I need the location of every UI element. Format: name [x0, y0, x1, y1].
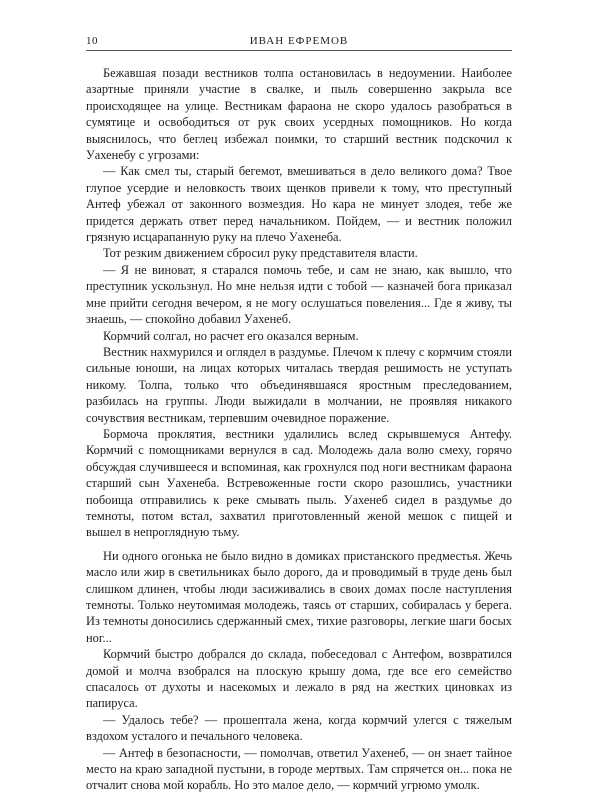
- page-header: [86, 34, 512, 51]
- paragraph: Вестник нахмурился и оглядел в раздумье. Плечом к плечу с кормчим стояли сильные юноши, на лицах которых читалась твердая решимость не уступать никому. Толпа, только что объединявшаяся яростным преследованием, разбилась на группы. Люди выжидали в молчании, не проявляя никакого сочувствия вестникам, терпевшим очевидное поражение.: [86, 344, 512, 425]
- paragraph: Кормчий быстро добрался до склада, побеседовал с Антефом, возвратился домой и молча взобрался на плоскую крышу дома, где все его семейство спасалось от духоты и насекомых и лежало в ряд на жестких циновках из папируса.: [86, 647, 512, 711]
- paragraph: Бормоча проклятия, вестники удалились вслед скрывшемуся Антефу. Кормчий с помощниками вернулся в сад. Молодежь дала волю смеху, горячо обсуждая случившееся и вспоминая, как грохнулся под ноги вестникам фараона старший сын Уахенеба. Встревоженные гости скоро разошлись, участники побоища отправились к реке смывать пыль. Уахенеб сидел в раздумье до темноты, потом встал, захватил приготовленный женой мешок с пищей и вышел в непроглядную тьму.: [86, 426, 512, 540]
- paragraph: Тот резким движением сбросил руку представителя власти.: [103, 246, 418, 261]
- paragraph: Ни одного огонька не было видно в домиках пристанского предместья. Жечь масло или жир в светильниках было дорого, да и проводимый в труде день был слишком длинен, чтобы люди засиживались в своих домах после наступления темноты. Только неутомимая молодежь, таясь от старших, собиралась у берега. Из темноты доносились сдержанный смех, тихие разговоры, легкие шаги босых ног...: [86, 548, 512, 645]
- paragraph: Кормчий солгал, но расчет его оказался верным.: [103, 328, 359, 343]
- body-text: [86, 65, 512, 794]
- paragraph: — Антеф в безопасности, — помолчав, ответил Уахенеб, — он знает тайное место на краю западной пустыни, в городе мертвых. Там спрячется он... пока не отчалит снова мой корабль. Но это малое дело, — кормчий угрюмо умолк.: [86, 745, 512, 793]
- page-number: 10: [86, 35, 98, 47]
- paragraph: — Как смел ты, старый бегемот, вмешиваться в дело великого дома? Твое глупое усердие и неловкость твоих щенков привели к тому, что преступный Антеф убежал от законного возмездия. Но кара не минует злодея, тебе же придется держать ответ перед начальником. Пойдем, — и вестник положил грязную исцарапанную руку на плечо Уахенеба.: [86, 164, 512, 245]
- paragraph: — Я не виноват, я старался помочь тебе, и сам не знаю, как вышло, что преступник ускользнул. Но мне нельзя идти с тобой — казначей бога приказал мне прийти сегодня вечером, я не могу ослушаться повеления... Где я живу, ты знаешь, — спокойно добавил Уахенеб.: [86, 262, 512, 327]
- paragraph: Бежавшая позади вестников толпа остановилась в недоумении. Наиболее азартные приняли участие в свалке, и пыль совершенно закрыла все происходящее на улице. Вестникам фараона не скоро удалось разобраться в сумятице и освободиться от рук своих усердных помощников. Но когда выяснилось, что беглец избежал поимки, то старший вестник подскочил к Уахенебу с угрозами:: [86, 66, 512, 163]
- running-title: ИВАН ЕФРЕМОВ: [249, 35, 349, 47]
- paragraph: — Удалось тебе? — прошептала жена, когда кормчий улегся с тяжелым вздохом усталого и печального человека.: [86, 712, 512, 744]
